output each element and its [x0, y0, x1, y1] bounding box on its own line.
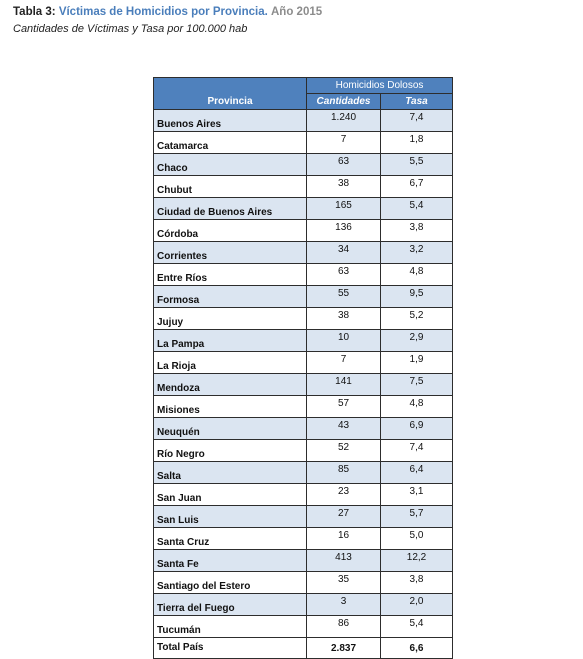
cell-cantidades: 16 [307, 528, 381, 550]
cell-cantidades: 1.240 [307, 110, 381, 132]
table-group-header-row [154, 78, 453, 94]
table-row [154, 176, 453, 198]
cell-cantidades: 43 [307, 418, 381, 440]
cell-provincia: Ciudad de Buenos Aires [154, 198, 307, 220]
cell-tasa: 6,7 [381, 176, 453, 198]
table-row [154, 220, 453, 242]
cell-tasa: 7,4 [381, 110, 453, 132]
table-row [154, 572, 453, 594]
table-row [154, 594, 453, 616]
cell-cantidades: 38 [307, 176, 381, 198]
cell-tasa: 5,4 [381, 616, 453, 638]
table-row [154, 440, 453, 462]
header-cantidades: Cantidades [307, 94, 381, 110]
table-caption [13, 6, 322, 18]
cell-cantidades: 55 [307, 286, 381, 308]
cell-tasa: 5,7 [381, 506, 453, 528]
cell-provincia: Corrientes [154, 242, 307, 264]
cell-provincia: Salta [154, 462, 307, 484]
cell-tasa: 5,5 [381, 154, 453, 176]
cell-cantidades: 27 [307, 506, 381, 528]
cell-provincia: Córdoba [154, 220, 307, 242]
table-row [154, 132, 453, 154]
total-cantidades: 2.837 [307, 638, 381, 659]
table-row [154, 330, 453, 352]
cell-provincia: Chaco [154, 154, 307, 176]
table-row [154, 462, 453, 484]
cell-cantidades: 413 [307, 550, 381, 572]
cell-tasa: 1,9 [381, 352, 453, 374]
table-row [154, 528, 453, 550]
cell-provincia: Buenos Aires [154, 110, 307, 132]
table-body [154, 110, 453, 659]
table-row [154, 396, 453, 418]
cell-cantidades: 3 [307, 594, 381, 616]
cell-provincia: Jujuy [154, 308, 307, 330]
header-tasa: Tasa [381, 94, 453, 110]
table-row [154, 616, 453, 638]
cell-provincia: Santiago del Estero [154, 572, 307, 594]
cell-provincia: La Pampa [154, 330, 307, 352]
table-row [154, 418, 453, 440]
cell-cantidades: 38 [307, 308, 381, 330]
cell-tasa: 2,9 [381, 330, 453, 352]
caption-year: Año 2015 [271, 6, 323, 18]
table-row [154, 264, 453, 286]
cell-cantidades: 10 [307, 330, 381, 352]
cell-cantidades: 86 [307, 616, 381, 638]
caption-label: Tabla 3: [13, 6, 56, 18]
cell-tasa: 1,8 [381, 132, 453, 154]
cell-tasa: 6,9 [381, 418, 453, 440]
cell-cantidades: 136 [307, 220, 381, 242]
cell-tasa: 2,0 [381, 594, 453, 616]
cell-provincia: Santa Cruz [154, 528, 307, 550]
cell-cantidades: 52 [307, 440, 381, 462]
cell-cantidades: 7 [307, 132, 381, 154]
cell-cantidades: 141 [307, 374, 381, 396]
table-row [154, 242, 453, 264]
cell-provincia: Tierra del Fuego [154, 594, 307, 616]
cell-provincia: Chubut [154, 176, 307, 198]
cell-provincia: Tucumán [154, 616, 307, 638]
cell-provincia: Santa Fe [154, 550, 307, 572]
cell-provincia: Mendoza [154, 374, 307, 396]
table-row [154, 154, 453, 176]
table-row [154, 550, 453, 572]
cell-tasa: 9,5 [381, 286, 453, 308]
cell-provincia: Río Negro [154, 440, 307, 462]
header-empty-cell [154, 78, 307, 94]
cell-tasa: 3,8 [381, 220, 453, 242]
cell-provincia: Neuquén [154, 418, 307, 440]
caption-subtitle: Cantidades de Víctimas y Tasa por 100.000 hab [13, 23, 248, 35]
cell-tasa: 6,4 [381, 462, 453, 484]
cell-tasa: 3,2 [381, 242, 453, 264]
table-row [154, 308, 453, 330]
cell-tasa: 5,2 [381, 308, 453, 330]
cell-tasa: 7,5 [381, 374, 453, 396]
header-homicidios-dolosos: Homicidios Dolosos [307, 78, 453, 94]
cell-cantidades: 23 [307, 484, 381, 506]
table-row [154, 198, 453, 220]
cell-provincia: Misiones [154, 396, 307, 418]
cell-cantidades: 7 [307, 352, 381, 374]
cell-tasa: 5,0 [381, 528, 453, 550]
cell-cantidades: 85 [307, 462, 381, 484]
cell-provincia: Formosa [154, 286, 307, 308]
cell-cantidades: 165 [307, 198, 381, 220]
cell-provincia: San Luis [154, 506, 307, 528]
cell-tasa: 3,1 [381, 484, 453, 506]
table-row [154, 110, 453, 132]
cell-cantidades: 34 [307, 242, 381, 264]
cell-cantidades: 35 [307, 572, 381, 594]
cell-tasa: 3,8 [381, 572, 453, 594]
table-row [154, 374, 453, 396]
cell-tasa: 4,8 [381, 396, 453, 418]
table-row [154, 506, 453, 528]
cell-tasa: 12,2 [381, 550, 453, 572]
table-total-row [154, 638, 453, 659]
cell-tasa: 5,4 [381, 198, 453, 220]
total-tasa: 6,6 [381, 638, 453, 659]
table-row [154, 484, 453, 506]
cell-tasa: 4,8 [381, 264, 453, 286]
cell-cantidades: 57 [307, 396, 381, 418]
cell-provincia: San Juan [154, 484, 307, 506]
cell-tasa: 7,4 [381, 440, 453, 462]
header-provincia: Provincia [154, 94, 307, 110]
total-provincia: Total País [154, 638, 307, 659]
cell-cantidades: 63 [307, 154, 381, 176]
table-column-header-row [154, 94, 453, 110]
caption-title: Víctimas de Homicidios por Provincia. [58, 6, 268, 18]
table-row [154, 352, 453, 374]
cell-provincia: Catamarca [154, 132, 307, 154]
cell-provincia: Entre Ríos [154, 264, 307, 286]
cell-cantidades: 63 [307, 264, 381, 286]
table-row [154, 286, 453, 308]
cell-provincia: La Rioja [154, 352, 307, 374]
homicides-table [153, 77, 453, 659]
